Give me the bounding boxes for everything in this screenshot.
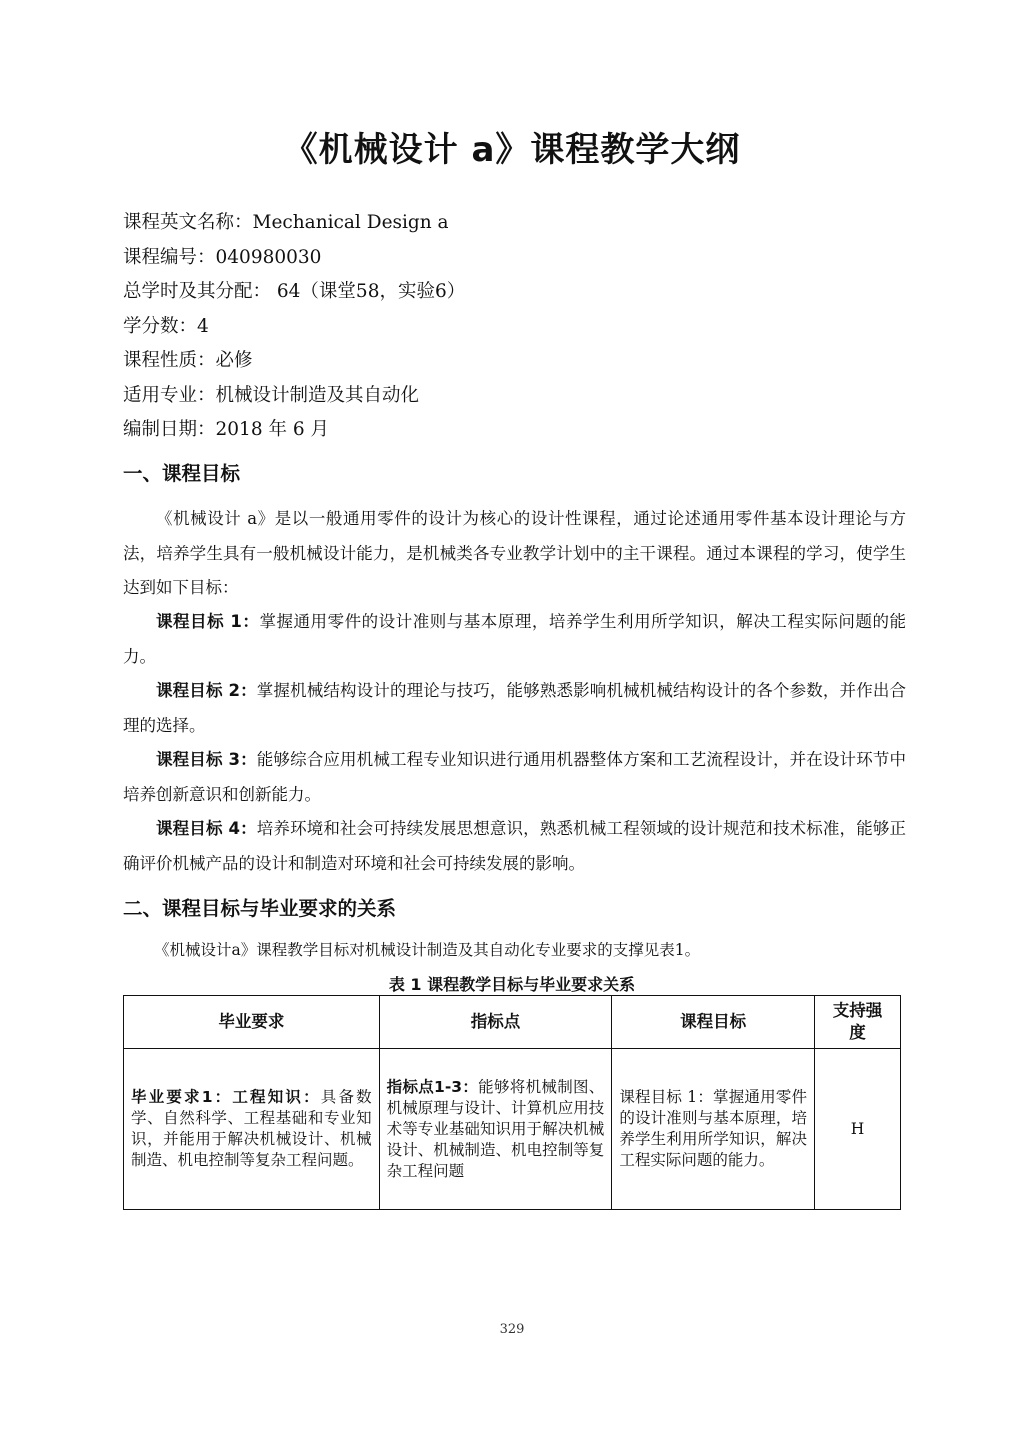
cell-support-strength: H bbox=[815, 1049, 901, 1210]
page-title: 《机械设计 a》课程教学大纲 bbox=[283, 130, 741, 170]
header-support-strength: 支持强度 bbox=[815, 996, 901, 1049]
goal-3: 课程目标 3：能够综合应用机械工程专业知识进行通用机器整体方案和工艺流程设计，并在设计环节中培养创新意识和创新能力。 bbox=[123, 750, 906, 804]
cell-course-goal: 课程目标 1：掌握通用零件的设计准则与基本原理，培养学生利用所学知识，解决工程实际问题的能力。 bbox=[612, 1049, 815, 1210]
table-caption: 表 1 课程教学目标与毕业要求关系 bbox=[388, 975, 636, 994]
relation-intro: 《机械设计a》课程教学目标对机械设计制造及其自动化专业要求的支撑见表1。 bbox=[154, 941, 701, 959]
requirements-table bbox=[123, 995, 901, 1210]
header-graduation-requirement: 毕业要求 bbox=[124, 996, 380, 1049]
cell-graduation-requirement: 毕业要求1：工程知识：具备数学、自然科学、工程基础和专业知识，并能用于解决机械设计、机械制造、机电控制等复杂工程问题。 bbox=[124, 1049, 380, 1210]
table-row bbox=[124, 1049, 901, 1210]
header-indicator: 指标点 bbox=[379, 996, 612, 1049]
page-number: 329 bbox=[499, 1322, 525, 1337]
table-header-row bbox=[124, 996, 901, 1049]
section-heading-relation: 二、课程目标与毕业要求的关系 bbox=[123, 897, 397, 920]
goal-2: 课程目标 2：掌握机械结构设计的理论与技巧，能够熟悉影响机械机械结构设计的各个参数，并作出合理的选择。 bbox=[123, 681, 906, 735]
course-info bbox=[123, 206, 465, 448]
course-date: 编制日期：2018 年 6 月 bbox=[123, 419, 330, 440]
course-code: 课程编号：040980030 bbox=[123, 246, 322, 268]
goals-intro: 《机械设计 a》是以一般通用零件的设计为核心的设计性课程，通过论述通用零件基本设计理论与方法，培养学生具有一般机械设计能力，是机械类各专业教学计划中的主干课程。通过本课程的学习，使学生达到如下目标： bbox=[123, 509, 906, 597]
course-english-name: 课程英文名称：Mechanical Design a bbox=[123, 212, 449, 233]
section-heading-goals: 一、课程目标 bbox=[123, 462, 241, 485]
course-nature: 课程性质：必修 bbox=[123, 350, 253, 371]
header-course-goal: 课程目标 bbox=[612, 996, 815, 1049]
course-hours: 总学时及其分配： 64（课堂58，实验6） bbox=[123, 281, 466, 302]
course-major: 适用专业：机械设计制造及其自动化 bbox=[123, 384, 420, 406]
cell-indicator: 指标点1-3：能够将机械制图、机械原理与设计、计算机应用技术等专业基础知识用于解决机械设计、机械制造、机电控制等复杂工程问题 bbox=[379, 1049, 612, 1210]
course-credits: 学分数：4 bbox=[123, 315, 209, 337]
goal-4: 课程目标 4：培养环境和社会可持续发展思想意识，熟悉机械工程领域的设计规范和技术标准，能够正确评价机械产品的设计和制造对环境和社会可持续发展的影响。 bbox=[123, 819, 906, 873]
goal-1: 课程目标 1：掌握通用零件的设计准则与基本原理，培养学生利用所学知识，解决工程实际问题的能力。 bbox=[123, 612, 907, 666]
